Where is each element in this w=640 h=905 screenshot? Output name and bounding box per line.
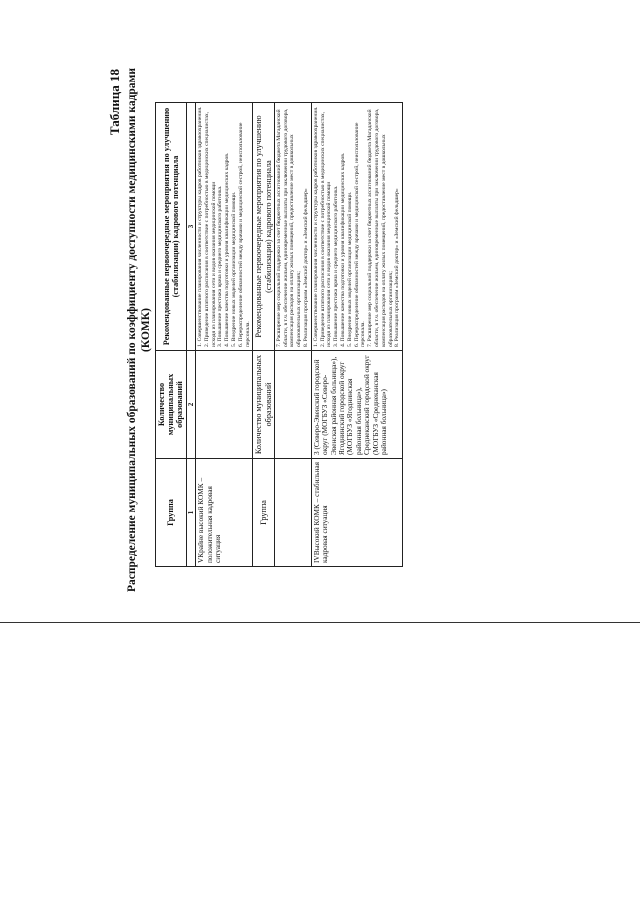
distribution-table	[155, 102, 403, 567]
list-item: 8. Реализация программ «Земский доктор» и «Земский фельдшер»	[394, 188, 401, 347]
table-row	[274, 103, 311, 567]
column-number-row	[186, 103, 195, 567]
document-title	[125, 65, 153, 595]
table-row	[311, 103, 402, 567]
header-group: Группа	[253, 459, 274, 567]
munis-cell	[274, 351, 311, 459]
list-item: 6. Перераспределение обязанностей между врачами и медицинской сестрой, неиспользование персонала.	[237, 122, 251, 347]
table-row	[196, 103, 253, 567]
group-cell	[274, 459, 311, 567]
measures-cell	[196, 103, 253, 351]
header-measures: Рекомендованные первоочередные мероприятия по улучшению (стабилизации) кадрового потенциала	[253, 103, 274, 351]
list-item: 6. Перераспределение обязанностей между врачами и медицинской сестрой, неиспользование персонала.	[353, 122, 367, 347]
table-number: Таблица 18	[107, 69, 122, 136]
table-header-row	[156, 103, 187, 567]
list-item: 3. Повышение престижа врача и среднего медицинского работника.	[217, 185, 224, 347]
list-item: 5. Внедрение новых моделей организации медицинской помощи.	[346, 191, 353, 347]
list-item: 4. Повышение качества подготовки и уровня квалификации медицинских кадров.	[339, 152, 346, 347]
list-item: 7. Расширение мер социальной поддержки за счет бюджетных ассигнований бюджета Магаданской области, в т.ч. обеспечение жильем, единовременные выплаты при заключении трудового договора, компенсация расходов на оплату жилых помещений, предоставление мест в дошкольных образовательных организациях;	[367, 108, 394, 347]
measures-list	[197, 106, 251, 347]
measures-cell	[274, 103, 311, 351]
rotated-document-page	[105, 65, 475, 595]
list-item: 1. Совершенствование планирования численности и структуры кадров работников здравоохранения.	[312, 106, 319, 347]
list-item: 7. Расширение мер социальной поддержки за счет бюджетных ассигнований бюджета Магаданской области, в т.ч. обеспечение жильем, единовременные выплаты при заключении трудового договора, компенсация расходов на оплату жилых помещений, предоставление мест в дошкольных образовательных организациях;	[275, 108, 303, 347]
list-item: 5. Внедрение новых моделей организации медицинской помощи.	[231, 191, 237, 347]
list-item: 4. Повышение качества подготовки и уровня квалификации медицинских кадров.	[224, 152, 231, 347]
measures-cell	[311, 103, 402, 351]
header-munis-count: Количество муниципальных образований	[253, 351, 274, 459]
column-number: 3	[186, 103, 195, 351]
header-measures: Рекомендованные первоочередные мероприятия по улучшению (стабилизации) кадрового потенциала	[156, 103, 187, 351]
group-cell: VКрайне высокий КОМК – положительная кадровая ситуация	[196, 459, 253, 567]
title-line-2: (КОМК)	[140, 308, 152, 352]
munis-cell	[196, 351, 253, 459]
measures-list	[276, 106, 310, 347]
list-item: 3. Повышение престижа врача и среднего медицинского работника.	[333, 185, 340, 347]
column-number: 1	[186, 459, 195, 567]
header-group: Группа	[156, 459, 187, 567]
list-item: 1. Совершенствование планирования численности и структуры кадров работников здравоохранения.	[197, 106, 204, 347]
measures-list	[313, 106, 401, 347]
repeated-header-row	[253, 103, 274, 567]
list-item: 2. Приведение штатного расписания в соответствие с потребностью в медицинских специалистах, исходя из планирования сети и видов оказания медицинской помощи	[319, 111, 333, 347]
list-item: 2. Приведение штатного расписания в соответствие с потребностью в медицинских специалистах, исходя из планирования сети и видов оказания медицинской помощи	[203, 111, 217, 347]
munis-cell: 3 (Северо-Эвенский городской округ (МОГБУЗ «Северо-Эвенская районная больница»), Ягоднинский городской округ (МОГБУЗ «Ягоднинская районная больница»), Среднеканский городской округ (МОГБУЗ «Среднеканская районная больница»)	[311, 351, 402, 459]
column-number: 2	[186, 351, 195, 459]
header-munis-count: Количество муниципальных образований	[156, 351, 187, 459]
title-line-1: Распределение муниципальных образований по коэффициенту доступности медицинскими кадрами	[126, 67, 138, 593]
page-bottom-rule	[0, 622, 640, 623]
group-cell: IVВысокий КОМК – стабильная кадровая ситуация	[311, 459, 402, 567]
list-item: 8. Реализация программ «Земский доктор» и «Земский фельдшер»	[302, 188, 309, 347]
